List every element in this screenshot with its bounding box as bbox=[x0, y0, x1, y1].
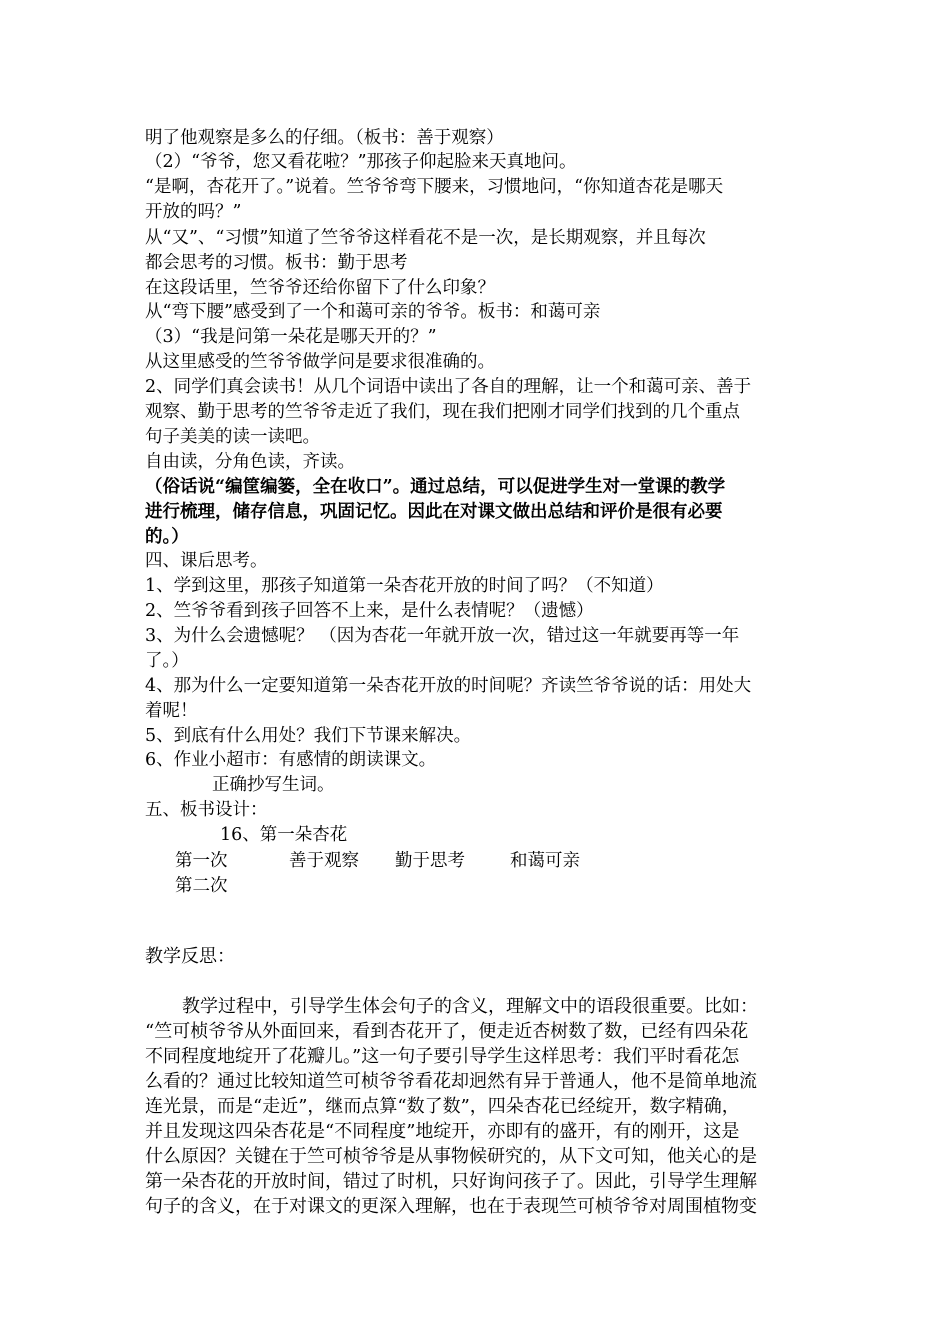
text-line: 1、学到这里，那孩子知道第一朵杏花开放的时间了吗？（不知道） bbox=[145, 576, 664, 596]
text-line: 着呢！ bbox=[145, 701, 198, 721]
board-item: 和蔼可亲 bbox=[510, 851, 580, 871]
board-row1-left: 第一次 bbox=[175, 851, 228, 871]
text-line: 从“弯下腰”感受到了一个和蔼可亲的爷爷。板书：和蔼可亲 bbox=[145, 302, 601, 322]
text-line: （2）“爷爷，您又看花啦？”那孩子仰起脸来天真地问。 bbox=[145, 152, 577, 172]
reflection-line: 么看的？通过比较知道竺可桢爷爷看花却迥然有异于普通人，他不是简单地流 bbox=[145, 1071, 757, 1092]
board-title: 16、第一朵杏花 bbox=[220, 825, 348, 845]
reflection-line: 连光景，而是“走近”，继而点算“数了数”，四朵杏花已经绽开，数字精确， bbox=[145, 1096, 740, 1117]
section-heading: 五、板书设计： bbox=[145, 800, 268, 820]
text-line: 3、为什么会遗憾呢？ （因为杏花一年就开放一次，错过这一年就要再等一年 bbox=[145, 626, 740, 646]
text-line: 从这里感受的竺爷爷做学问是要求很准确的。 bbox=[145, 352, 495, 372]
text-line: 明了他观察是多么的仔细。（板书：善于观察） bbox=[145, 128, 504, 148]
text-line: “是啊，杏花开了。”说着。竺爷爷弯下腰来，习惯地问，“你知道杏花是哪天 bbox=[145, 177, 724, 197]
text-line: 从“又”、“习惯”知道了竺爷爷这样看花不是一次，是长期观察，并且每次 bbox=[145, 228, 706, 248]
text-line: 在这段话里，竺爷爷还给你留下了什么印象？ bbox=[145, 278, 495, 298]
text-line: 2、竺爷爷看到孩子回答不上来，是什么表情呢？（遗憾） bbox=[145, 601, 594, 621]
reflection-line: 不同程度地绽开了花瓣儿。”这一句子要引导学生这样思考：我们平时看花怎 bbox=[145, 1046, 740, 1067]
text-line: 观察、勤于思考的竺爷爷走近了我们，现在我们把刚才同学们找到的几个重点 bbox=[145, 402, 740, 422]
text-line: 了。） bbox=[145, 651, 189, 671]
reflection-line: 并且发现这四朵杏花是“不同程度”地绽开，亦即有的盛开，有的刚开，这是 bbox=[145, 1121, 740, 1142]
text-line: 2、同学们真会读书！从几个词语中读出了各自的理解，让一个和蔼可亲、善于 bbox=[145, 377, 752, 397]
text-line: （3）“我是问第一朵花是哪天开的？” bbox=[145, 327, 437, 347]
reflection-line: 什么原因？关键在于竺可桢爷爷是从事物候研究的，从下文可知，他关心的是 bbox=[145, 1146, 757, 1167]
reflection-line: 第一朵杏花的开放时间，错过了时机，只好询问孩子了。因此，引导学生理解 bbox=[145, 1171, 757, 1192]
bold-note-line: （俗话说“编筐编篓，全在收口”。通过总结，可以促进学生对一堂课的教学 bbox=[145, 477, 726, 497]
text-line: 开放的吗？” bbox=[145, 202, 242, 222]
bold-note-line: 进行梳理，储存信息，巩固记忆。因此在对课文做出总结和评价是很有必要 bbox=[145, 502, 723, 522]
section-heading: 四、课后思考。 bbox=[145, 551, 268, 571]
bold-note-line: 的。） bbox=[145, 527, 189, 547]
reflection-line: 句子的含义，在于对课文的更深入理解，也在于表现竺可桢爷爷对周围植物变 bbox=[145, 1196, 757, 1217]
board-item: 勤于思考 bbox=[395, 851, 465, 871]
board-item: 善于观察 bbox=[289, 851, 359, 871]
reflection-line: 教学过程中，引导学生体会句子的含义，理解文中的语段很重要。比如： bbox=[182, 996, 758, 1017]
reflection-line: “竺可桢爷爷从外面回来，看到杏花开了，便走近杏树数了数，已经有四朵花 bbox=[145, 1021, 749, 1042]
reflection-heading: 教学反思： bbox=[145, 946, 235, 967]
text-line: 句子美美的读一读吧。 bbox=[145, 427, 320, 447]
text-line: 6、作业小超市：有感情的朗读课文。 bbox=[145, 750, 437, 770]
text-line: 正确抄写生词。 bbox=[212, 775, 335, 795]
text-line: 4、那为什么一定要知道第一朵杏花开放的时间呢？齐读竺爷爷说的话：用处大 bbox=[145, 676, 752, 696]
board-row2-left: 第二次 bbox=[175, 876, 228, 896]
text-line: 5、到底有什么用处？我们下节课来解决。 bbox=[145, 726, 472, 746]
text-line: 都会思考的习惯。板书：勤于思考 bbox=[145, 253, 408, 273]
text-line: 自由读，分角色读，齐读。 bbox=[145, 452, 355, 472]
